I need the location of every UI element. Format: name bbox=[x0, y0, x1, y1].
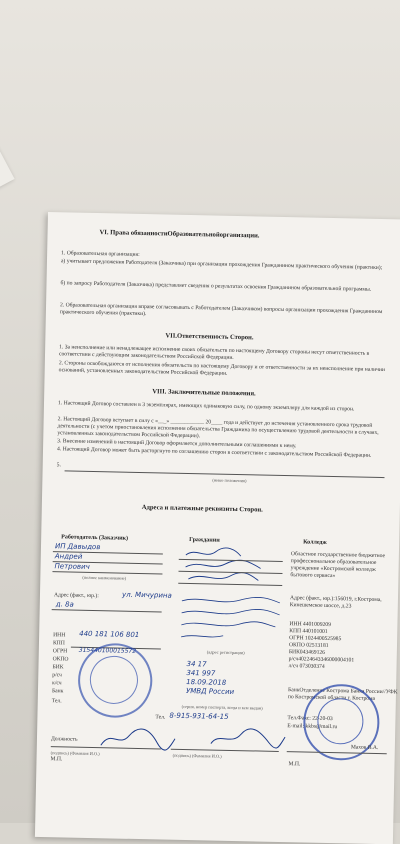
employer-ogrn-label: ОГРН bbox=[52, 648, 68, 655]
college-details: ИНН 4401009209 КПП 440101001 ОГРН 1024400525985 ОКПО 02513181 БИК043469126 р/сч40224643346000004101 л/сч 073030374 bbox=[288, 621, 355, 670]
employer-sign-caption: (подпись) (Фамилия И.О.) bbox=[50, 750, 100, 757]
employer-address-house: д. 8а bbox=[55, 600, 74, 609]
citizen-value-4: УМВД России bbox=[185, 686, 235, 697]
section-vii-p2: 2. Стороны освобождаются от исполнения обязательств по настоящему Договору и от ответственности за их неисполнение при наличии оснований, установленных законодательством Российской Федерации. bbox=[58, 360, 385, 377]
employer-name-line2: Андрей bbox=[54, 552, 83, 561]
employer-address-label: Адрес (факт., юр.): bbox=[53, 592, 99, 600]
employer-inn-label: ИНН bbox=[53, 632, 66, 639]
employer-name-caption: (полное наименование) bbox=[82, 574, 127, 581]
section-vi-p1a: а) учитывает предложения Работодателя (Заказчика) при организации прохождения Гражданином практического обучения (практики); bbox=[60, 258, 383, 272]
employer-ogrn-value: 315440100015572 bbox=[78, 646, 137, 655]
employer-heading: Работодатель (Заказчик) bbox=[61, 534, 129, 542]
employer-mp: М.П. bbox=[50, 756, 63, 763]
citizen-value-3: 18.09.2018 bbox=[186, 677, 227, 687]
citizen-address-caption: (адрес регистрации) bbox=[206, 649, 245, 656]
citizen-value-2: 341 997 bbox=[186, 668, 216, 678]
section-vii-p1: 1. За неисполнение или ненадлежащее исполнение своих обязательств по настоящему Договору стороны несут ответственность в соответствии с действующим законодательством Российской Федерации. bbox=[58, 344, 370, 361]
citizen-signature bbox=[180, 545, 281, 587]
employer-bank-label: Банк bbox=[51, 688, 64, 695]
citizen-phone-value: 8-915-931-64-15 bbox=[169, 711, 229, 721]
college-name: Областное государственное бюджетное профессиональное образовательное учреждение «Костромской колледж бытового сервиса» bbox=[290, 551, 386, 580]
citizen-passport-caption: (серия, номер паспорта, когда и кем выдан) bbox=[181, 703, 263, 711]
college-stamp-inner bbox=[317, 698, 364, 745]
employer-bik-label: БИК bbox=[52, 664, 64, 671]
citizen-heading: Гражданин bbox=[189, 537, 220, 544]
college-heading: Колледж bbox=[303, 539, 327, 546]
employer-name-line3: Петрович bbox=[54, 562, 90, 571]
college-bank: БанкОтделение Кострома Банка России//УФК по Костромской области г. Кострома bbox=[287, 687, 398, 702]
employer-stamp-inner bbox=[83, 649, 144, 710]
citizen-value-1: 34 17 bbox=[186, 660, 207, 669]
contract-page bbox=[35, 212, 400, 844]
employer-signature bbox=[97, 725, 178, 753]
employer-address-value: ул. Мичурина bbox=[121, 590, 172, 600]
section-vii-title: VII.Ответственность Сторон. bbox=[165, 332, 254, 342]
employer-line bbox=[52, 609, 162, 612]
section-vi-p1b: б) по запросу Работодателя (Заказчика) представляет сведения о результатах освоения Гражданином образовательной программы. bbox=[60, 280, 372, 293]
college-mp: М.П. bbox=[288, 761, 301, 768]
section-vi-title: VI. Права обязанностиОбразовательнойорганизации. bbox=[99, 229, 260, 240]
employer-ks-label: к/сч bbox=[52, 680, 62, 687]
section-viii-p2: 2. Настоящий Договор вступает в силу с «___» ____________ 20____ года и действует до истечения установленного срока трудовой деятельности (с учетом приостановления исполнения обязательства Гражданина по осуществлению трудовой деятельности в случаях, установленных законодательством Российской Федерации). bbox=[57, 416, 379, 440]
employer-rs-label: р/сч bbox=[52, 672, 62, 679]
college-phone: Тел.Факс: 22-20-03 bbox=[287, 715, 333, 723]
section-viii-title: VIII. Заключительные положения. bbox=[152, 388, 256, 398]
section-viii-p4: 4. Настоящий Договор может быть расторгнуто по соглашению сторон в соответствии с законодательством Российской Федерации. bbox=[56, 446, 372, 459]
college-address: Адрес (факт., юр.):156019, г.Кострома, Кинешемское шоссе, д.23 bbox=[289, 595, 382, 610]
section-vi-p1: 1. Образовательная организация: bbox=[61, 250, 140, 258]
section-viii-p5: 5. bbox=[56, 462, 61, 469]
blank-line-caption: (иные положения) bbox=[212, 477, 247, 484]
college-signer: Махов В.А. bbox=[350, 744, 379, 752]
employer-kpp-label: КПП bbox=[52, 640, 65, 647]
employer-inn-value: 440 181 106 801 bbox=[79, 629, 140, 640]
requisites-title: Адреса и платежные реквизиты Сторон. bbox=[141, 504, 263, 514]
college-email: E-mail: kkbs@mail.ru bbox=[287, 723, 338, 731]
section-viii-p3: 3. Внесение изменений в настоящий Договор оформляется дополнительными соглашениями к нему. bbox=[57, 438, 297, 450]
employer-position-label: Должность bbox=[50, 736, 78, 743]
citizen-sign-caption: (подпись) (Фамилия И.О.) bbox=[172, 752, 222, 759]
employer-name-line1: ИП Давыдов bbox=[54, 542, 101, 552]
citizen-address-handwriting bbox=[179, 593, 284, 647]
employer-okpo-label: ОКПО bbox=[52, 656, 69, 663]
citizen-phone-label: Тел. bbox=[155, 714, 166, 721]
employer-phone-label: Тел. bbox=[51, 698, 62, 705]
section-vi-p2: 2. Образовательная организация вправе согласовывать с Работодателем (Заказчиком) вопросы организации прохождения Гражданином практического обучения (практики). bbox=[59, 302, 383, 318]
section-viii-p1: 1. Настоящий Договор составлен в 3 экземплярах, имеющих одинаковую силу, по одному экземпляру для каждой из сторон. bbox=[57, 400, 355, 413]
